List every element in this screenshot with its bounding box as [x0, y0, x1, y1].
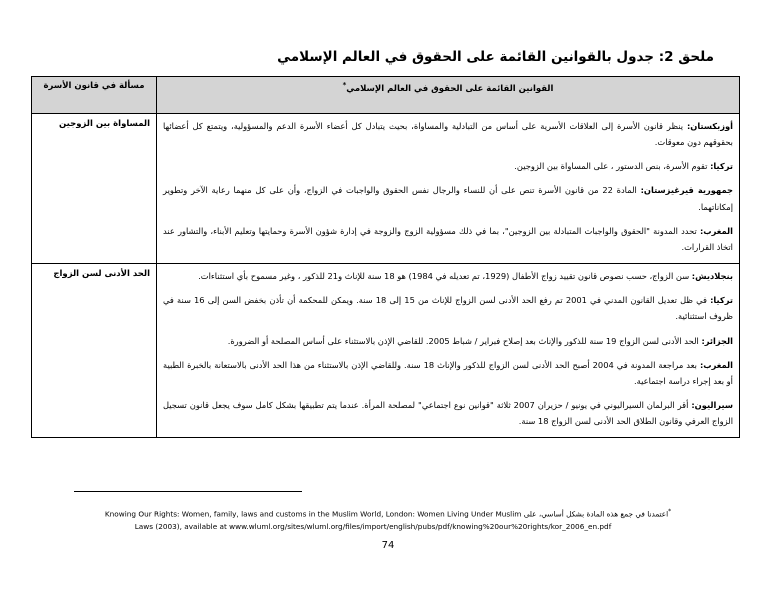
row-laws-cell	[157, 264, 740, 438]
law-entry-text: تقوم الأسرة، بنص الدستور ، على المساواة بين الزوجين.	[514, 161, 711, 172]
table-row	[32, 264, 740, 438]
row-issue-cell: المساواة بين الزوجين	[32, 113, 157, 263]
law-entry-text: الحد الأدنى لسن الزواج 19 سنة للذكور والإناث بعد إصلاح فبراير / شباط 2005. للقاضي الإذن بالاستثناء على أساس المصلحة أو الضرورة.	[227, 335, 702, 346]
table-body	[32, 113, 740, 438]
country-label: المغرب:	[699, 359, 733, 370]
country-label: الجزائر:	[701, 335, 733, 346]
footnote-marker: *	[668, 508, 672, 515]
law-entry-text: أقر البرلمان السيراليوني في يونيو / حزيران 2007 ثلاثة "قوانين نوع اجتماعي" لمصلحة المرأة. عندما يتم تطبيقها بشكل كامل سوف يجعل قانون تسجيل الزواج العرفي وقانون الطلاق الحد الأدنى لسن الزواج 18 سنة.	[163, 400, 733, 427]
row-laws-cell	[157, 113, 740, 263]
law-entry-text: في ظل تعديل القانون المدني في 2001 تم رفع الحد الأدنى لسن الزواج للإناث من 15 إلى 18 سنة. ويمكن للمحكمة أن تأذن بخفض السن إلى 16 سنة في ظروف استثنائية.	[163, 295, 733, 322]
footnote-text	[36, 507, 740, 521]
footnote-separator-line	[74, 491, 302, 493]
column-header-issue: مسألة في قانون الأسرة	[32, 76, 157, 113]
table-header-row	[32, 76, 740, 113]
page-title: ملحق 2: جدول بالقوانين القائمة على الحقوق في العالم الإسلامي	[277, 49, 714, 65]
law-entry	[163, 182, 733, 214]
country-label: سيراليون:	[691, 400, 733, 411]
footnote-marker-header: *	[342, 80, 347, 89]
page-number: 74	[381, 540, 395, 551]
law-entry	[163, 292, 733, 324]
country-label: جمهورية قيرغيزستان:	[640, 185, 733, 196]
law-entry-text: سن الزواج، حسب نصوص قانون تقييد زواج الأطفال (1929، تم تعديله في 1984) هو 18 سنة للإناث و21 للذكور ، وغير مسموح بأي استثناءات.	[198, 271, 692, 282]
country-label: المغرب:	[699, 225, 733, 236]
law-entry	[163, 397, 733, 429]
law-entry	[163, 223, 733, 255]
footnote-arabic-text: اعتمدنا في جمع هذه المادة بشكل أساسي، على	[523, 509, 669, 519]
column-header-laws-label: القوانين القائمة على الحقوق في العالم الإسلامي	[346, 83, 554, 94]
footnote-separator	[36, 478, 740, 497]
country-label: أوزبكستان:	[686, 120, 733, 131]
law-entry	[163, 118, 733, 150]
row-issue-cell: الحد الأدنى لسن الزواج	[32, 264, 157, 438]
law-entry	[163, 158, 733, 174]
country-label: تركيا:	[710, 295, 734, 306]
country-label: تركيا:	[710, 161, 733, 172]
footnote-url-line: Laws (2003), available at www.wluml.org/sites/wluml.org/files/import/english/pubs/pdf/knowing%20our%20rights/kor_2006_en.pdf	[134, 522, 612, 532]
footnote-english-text: Knowing Our Rights: Women, family, laws and customs in the Muslim World, London: Women Living Under Muslim	[104, 509, 522, 519]
law-entry	[163, 268, 733, 284]
table-header	[32, 76, 740, 113]
country-label: بنجلاديش:	[691, 271, 733, 282]
footnote-section	[36, 478, 740, 531]
table-row	[32, 113, 740, 263]
law-entry-text: بعد مراجعة المدونة في 2004 أصبح الحد الأدنى لسن الزواج للذكور والإناث 18 سنة. وللقاضي الإذن بالاستثناء من هذا الحد الأدنى بالاستعانة بالخبرة الطبية أو بعد إجراء دراسة اجتماعية.	[163, 359, 733, 386]
law-entry	[163, 357, 733, 389]
law-entry	[163, 333, 733, 349]
law-entry-text: المادة 22 من قانون الأسرة تنص على أن للنساء والرجال نفس الحقوق والواجبات في الزواج، وأن على كل منهما رعاية الآخر وتطوير إمكاناتهما.	[163, 185, 733, 212]
rights-laws-table	[31, 76, 740, 439]
law-entry-text: ينظر قانون الأسرة إلى العلاقات الأسرية على أساس من التبادلية والمساواة، بحيث يتبادل كل أعضاء الأسرة الدعم والمسؤولية، ويتمتع كل أعضائها بحقوقهم دون معوقات.	[163, 120, 733, 148]
column-header-laws	[157, 76, 740, 113]
law-entry-text: تحدد المدونة "الحقوق والواجبات المتبادلة بين الزوجين"، بما في ذلك مسؤولية الزوج والزوجة في إدارة شؤون الأسرة وحمايتها وتعليم الأبناء، والتشاور عند اتخاذ القرارات.	[163, 225, 733, 252]
